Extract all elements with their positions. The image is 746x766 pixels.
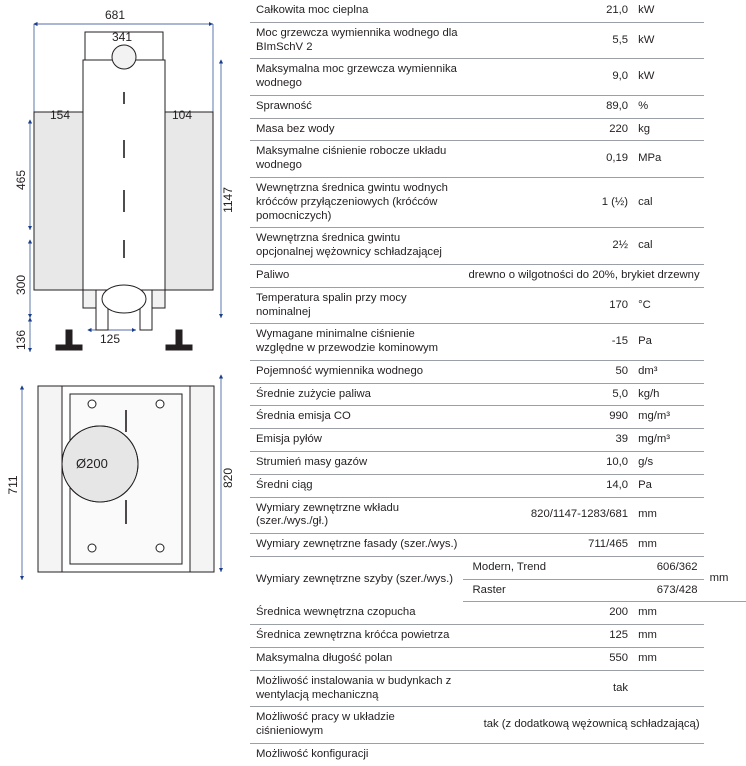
table-row (250, 383, 746, 406)
row-value: 711/465 (463, 534, 633, 557)
dim-125: 125 (100, 332, 121, 346)
specification-table (250, 0, 746, 766)
row-label: Możliwość konfiguracji (256, 747, 369, 760)
table-row (250, 648, 746, 671)
table-row (250, 118, 746, 141)
dim-341: 341 (112, 30, 133, 44)
row-label: Paliwo (250, 264, 463, 287)
table-row (250, 360, 746, 383)
row-value: 10,0 (463, 451, 633, 474)
drawing-svg (0, 0, 248, 696)
row-value: 14,0 (463, 474, 633, 497)
table-row (250, 228, 746, 265)
row-label: Sprawność (250, 95, 463, 118)
row-value: 550 (463, 648, 633, 671)
dim-136: 136 (14, 329, 28, 351)
row-label: Średnica wewnętrzna czopucha (250, 602, 463, 625)
dim-154: 154 (50, 108, 71, 122)
row-value: 125 (463, 625, 633, 648)
row-label: Średni ciąg (250, 474, 463, 497)
dim-711: 711 (6, 475, 20, 495)
table-row (250, 670, 746, 707)
row-unit: kg/h (632, 383, 704, 406)
dim-1147: 1147 (221, 187, 235, 213)
row-value: 21,0 (463, 0, 633, 22)
row-unit: mm (632, 497, 704, 534)
row-label: Wewnętrzna średnica gwintu opcjonalnej wężownicy schładzającej (250, 228, 463, 265)
table-row (250, 287, 746, 324)
specification-table-wrap (250, 0, 746, 766)
row-unit: mm (632, 648, 704, 671)
row-value: drewno o wilgotności do 20%, brykiet drzewny (463, 264, 704, 287)
table-row (250, 429, 746, 452)
row-value: 1 (½) (463, 178, 633, 228)
row-label: Możliwość pracy w układzie ciśnieniowym (250, 707, 463, 744)
dim-465: 465 (14, 169, 28, 191)
row-value: 89,0 (463, 95, 633, 118)
row-label: Maksymalne ciśnienie robocze układu wodnego (250, 141, 463, 178)
row-label: Pojemność wymiennika wodnego (250, 360, 463, 383)
glass-option-name: Modern, Trend (463, 556, 633, 579)
table-row (250, 0, 746, 22)
table-row (250, 625, 746, 648)
row-unit (632, 670, 704, 707)
row-value (463, 743, 633, 765)
row-label: Emisja pyłów (250, 429, 463, 452)
row-unit: g/s (632, 451, 704, 474)
row-value: 5,5 (463, 22, 633, 59)
row-value: tak (463, 670, 633, 707)
row-value: 820/1147-1283/681 (463, 497, 633, 534)
row-value: -15 (463, 324, 633, 361)
row-value: tak (z dodatkową wężownicą schładzającą) (463, 707, 704, 744)
row-unit: mm (632, 625, 704, 648)
table-row (250, 141, 746, 178)
dim-681: 681 (105, 8, 126, 22)
row-label: Średnie zużycie paliwa (250, 383, 463, 406)
row-unit: dm³ (632, 360, 704, 383)
row-unit: mm (632, 602, 704, 625)
table-row (250, 497, 746, 534)
row-label: Maksymalna długość polan (250, 648, 463, 671)
table-row (250, 451, 746, 474)
table-row (250, 178, 746, 228)
table-row (250, 743, 746, 765)
row-unit: kW (632, 0, 704, 22)
row-label: Wewnętrzna średnica gwintu wodnych króćców przyłączeniowych (króćców pomocniczych) (250, 178, 463, 228)
row-unit: kg (632, 118, 704, 141)
table-row (250, 95, 746, 118)
glass-option-value: 606/362 (632, 556, 704, 579)
glass-option-name: Raster (463, 579, 633, 602)
row-label: Wymiary zewnętrzne fasady (szer./wys.) (250, 534, 463, 557)
row-label: Wymagane minimalne ciśnienie względne w przewodzie kominowym (250, 324, 463, 361)
table-row (250, 602, 746, 625)
dim-diameter-200: Ø200 (76, 456, 108, 471)
row-value: 990 (463, 406, 633, 429)
row-label: Wymiary zewnętrzne wkładu (szer./wys./gł.) (250, 497, 463, 534)
row-unit: kW (632, 59, 704, 96)
row-unit: cal (632, 228, 704, 265)
row-unit: mm (704, 556, 746, 602)
dim-104: 104 (172, 108, 193, 122)
row-value: 50 (463, 360, 633, 383)
row-unit: % (632, 95, 704, 118)
row-label: Średnia emisja CO (250, 406, 463, 429)
row-unit: °C (632, 287, 704, 324)
row-label: Średnica zewnętrzna króćca powietrza (250, 625, 463, 648)
row-value: 200 (463, 602, 633, 625)
row-unit (632, 743, 704, 765)
row-label: Temperatura spalin przy mocy nominalnej (250, 287, 463, 324)
table-row (250, 264, 746, 287)
technical-drawing (0, 0, 248, 696)
row-value: 9,0 (463, 59, 633, 96)
dim-300: 300 (14, 274, 28, 296)
row-unit: MPa (632, 141, 704, 178)
row-unit: Pa (632, 474, 704, 497)
table-row (250, 474, 746, 497)
row-value: 2½ (463, 228, 633, 265)
row-label: Strumień masy gazów (250, 451, 463, 474)
row-value: 0,19 (463, 141, 633, 178)
row-unit: mg/m³ (632, 429, 704, 452)
table-row-glass-modern (250, 556, 746, 579)
row-label: Masa bez wody (250, 118, 463, 141)
glass-option-value: 673/428 (632, 579, 704, 602)
row-label: Moc grzewcza wymiennika wodnego dla BImSchV 2 (250, 22, 463, 59)
table-row (250, 324, 746, 361)
row-label: Możliwość instalowania w budynkach z wentylacją mechaniczną (250, 670, 463, 707)
row-unit: mg/m³ (632, 406, 704, 429)
row-unit: Pa (632, 324, 704, 361)
row-unit: mm (632, 534, 704, 557)
table-row (250, 59, 746, 96)
table-row (250, 406, 746, 429)
row-value: 170 (463, 287, 633, 324)
row-label: Całkowita moc cieplna (250, 0, 463, 22)
table-row (250, 534, 746, 557)
row-label: Maksymalna moc grzewcza wymiennika wodnego (250, 59, 463, 96)
row-value: 220 (463, 118, 633, 141)
dim-820: 820 (221, 467, 235, 489)
table-row (250, 707, 746, 744)
table-row (250, 22, 746, 59)
row-unit: kW (632, 22, 704, 59)
row-value: 5,0 (463, 383, 633, 406)
row-unit: cal (632, 178, 704, 228)
row-value: 39 (463, 429, 633, 452)
row-label: Wymiary zewnętrzne szyby (szer./wys.) (256, 572, 454, 585)
